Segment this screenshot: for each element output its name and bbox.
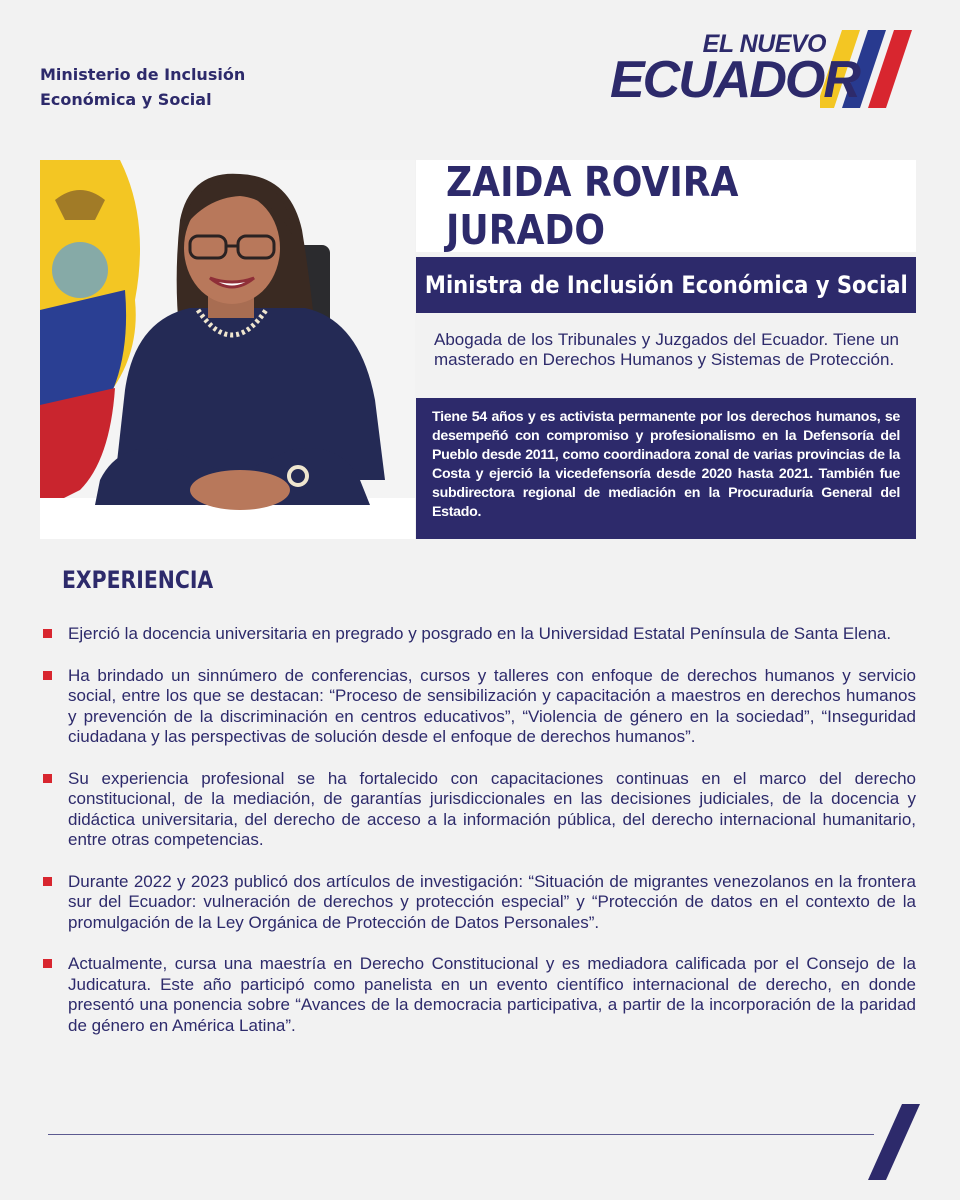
minister-bio: Tiene 54 años y es activista permanente por los derechos humanos, se desempeñó con compromiso y profesionalismo en la Defensoría del Pueblo desde 2011, como coordinadora zonal de varias provincias de la Costa y ejerció la vicedefensoría desde 2020 hasta 2021. También fue subdirectora regional de mediación en la Procuraduría General del Estado. — [432, 409, 900, 520]
experience-item-text: Su experiencia profesional se ha fortalecido con capacitaciones continuas en el marco del derecho constitucional, de la mediación, de garantías jurisdiccionales en las decisiones judiciales, de la docencia y didáctica universitaria, del derecho de acceso a la información pública, del derecho internacional humanitario, entre otras competencias. — [68, 768, 916, 849]
experience-item — [40, 872, 916, 934]
experience-item — [40, 666, 916, 748]
bullet-icon — [43, 774, 52, 783]
minister-portrait — [40, 160, 415, 539]
experience-item-text: Durante 2022 y 2023 publicó dos artículos de investigación: “Situación de migrantes venezolanos en la frontera sur del Ecuador: vulneración de derechos y protección especial” y “Protección de datos en el contexto de la promulgación de la Ley Orgánica de Protección de Datos Personales”. — [68, 871, 916, 932]
el-nuevo-ecuador-logo — [608, 26, 918, 112]
title-banner — [416, 257, 916, 313]
experience-item — [40, 624, 916, 645]
minister-summary: Abogada de los Tribunales y Juzgados del Ecuador. Tiene un masterado en Derechos Humanos y Sistemas de Protección. — [434, 330, 899, 369]
bullet-icon — [43, 959, 52, 968]
ministry-name — [40, 62, 245, 112]
experience-item-text: Ejerció la docencia universitaria en pregrado y posgrado en la Universidad Estatal Península de Santa Elena. — [68, 624, 892, 643]
experience-item-text: Actualmente, cursa una maestría en Derecho Constitucional y es mediadora calificada por el Consejo de la Judicatura. Este año participó como panelista en un evento científico internacional de derecho, en donde presentó una ponencia sobre “Avances de la democracia participativa, a partir de la incorporación de la paridad de género en América Latina”. — [68, 954, 916, 1035]
experience-list — [40, 624, 916, 1036]
ministry-line-2: Económica y Social — [40, 90, 212, 109]
minister-name: ZAIDA ROVIRA JURADO — [446, 158, 739, 254]
bullet-icon — [43, 629, 52, 638]
logo-el-nuevo: EL NUEVO — [702, 30, 826, 58]
bio-panel — [416, 398, 916, 539]
footer-divider — [48, 1134, 874, 1135]
slash-icon — [862, 1100, 922, 1184]
minister-title: Ministra de Inclusión Económica y Social — [424, 271, 908, 299]
ministry-line-1: Ministerio de Inclusión — [40, 65, 246, 84]
experience-item-text: Ha brindado un sinnúmero de conferencias, cursos y talleres con enfoque de derechos humanos y servicio social, entre los que se destacan: “Proceso de sensibilización y capacitación a maestros en derechos humanos y prevención de la discriminación en centros educativos”, “Violencia de género en la sociedad”, “Inseguridad ciudadana y las perspectivas de solución desde el enfoque de derechos humanos”. — [68, 665, 916, 746]
name-banner — [416, 160, 916, 252]
experience-item — [40, 954, 916, 1036]
bullet-icon — [43, 877, 52, 886]
experience-item — [40, 769, 916, 851]
logo-ecuador: ECUADOR — [610, 51, 859, 109]
experience-heading: EXPERIENCIA — [62, 566, 214, 594]
bullet-icon — [43, 671, 52, 680]
